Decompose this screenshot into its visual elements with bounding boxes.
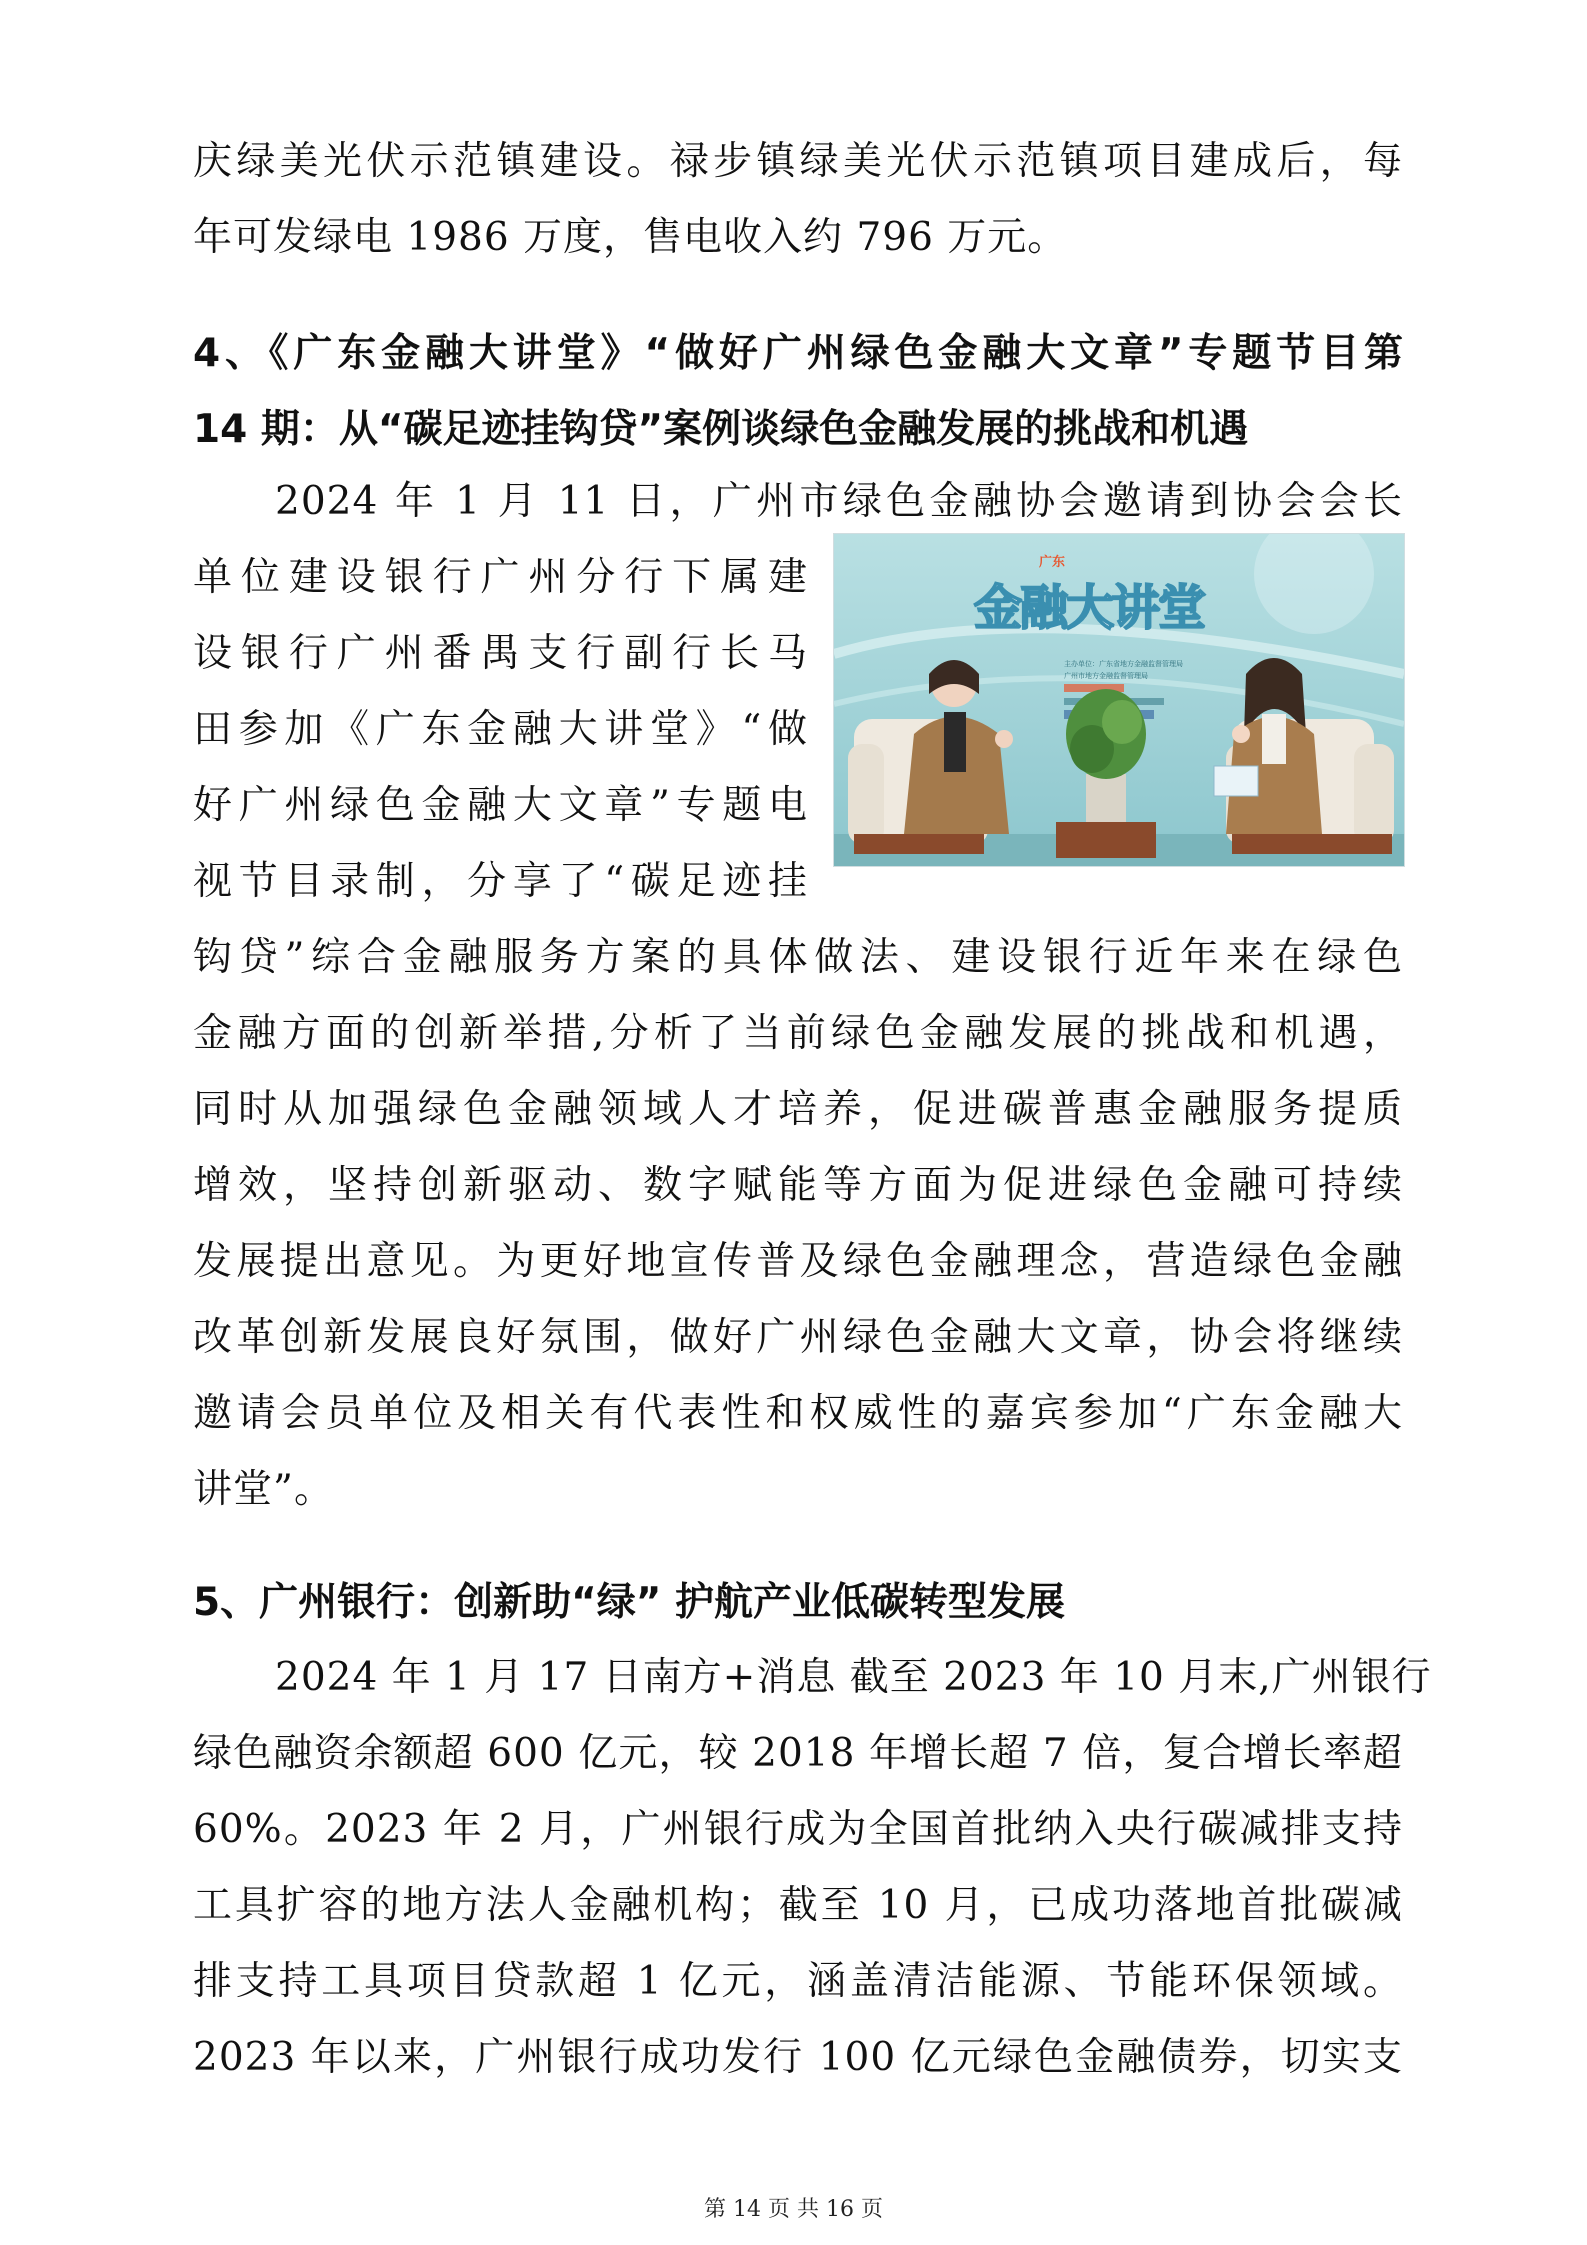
body-line: 金融方面的创新举措,分析了当前绿色金融发展的挑战和机遇， — [193, 1011, 1403, 1056]
body-line: 2024 年 1 月 11 日，广州市绿色金融协会邀请到协会会长 — [275, 479, 1403, 524]
board-line: 主办单位：广东省地方金融监督管理局 — [1064, 660, 1183, 668]
body-line: 钩贷”综合金融服务方案的具体做法、建设银行近年来在绿色 — [193, 935, 1403, 980]
body-line: 设银行广州番禺支行副行长马 — [193, 631, 808, 676]
page-footer: 第 14 页 共 16 页 — [704, 2197, 883, 2222]
board-line: 广州市地方金融监督管理局 — [1064, 672, 1148, 680]
body-line: 60%。2023 年 2 月，广州银行成为全国首批纳入央行碳减排支持 — [193, 1807, 1403, 1852]
body-line: 视节目录制，分享了“碳足迹挂 — [193, 859, 808, 904]
body-line: 增效，坚持创新驱动、数字赋能等方面为促进绿色金融可持续 — [193, 1163, 1403, 1208]
interview-photo — [833, 533, 1405, 867]
body-line: 讲堂”。 — [193, 1467, 334, 1512]
logo-main: 金融大讲堂 — [974, 580, 1205, 636]
body-line: 同时从加强绿色金融领域人才培养，促进碳普惠金融服务提质 — [193, 1087, 1403, 1132]
body-line: 2024 年 1 月 17 日南方+消息 截至 2023 年 10 月末,广州银行 — [275, 1655, 1432, 1700]
body-line: 绿色融资余额超 600 亿元，较 2018 年增长超 7 倍，复合增长率超 — [193, 1731, 1403, 1776]
section-5-heading: 5、广州银行：创新助“绿” 护航产业低碳转型发展 — [193, 1580, 1065, 1625]
body-line: 年可发绿电 1986 万度，售电收入约 796 万元。 — [193, 215, 1068, 260]
body-line: 2023 年以来，广州银行成功发行 100 亿元绿色金融债券，切实支 — [193, 2035, 1403, 2080]
logo-small: 广东 — [1039, 555, 1066, 570]
body-line: 单位建设银行广州分行下属建 — [193, 555, 808, 600]
section-4-heading-line-1: 4、《广东金融大讲堂》“做好广州绿色金融大文章”专题节目第 — [193, 331, 1403, 376]
body-line: 好广州绿色金融大文章”专题电 — [193, 783, 808, 828]
body-line: 工具扩容的地方法人金融机构；截至 10 月，已成功落地首批碳减 — [193, 1883, 1403, 1928]
body-line: 发展提出意见。为更好地宣传普及绿色金融理念，营造绿色金融 — [193, 1239, 1403, 1284]
body-line: 改革创新发展良好氛围，做好广州绿色金融大文章，协会将继续 — [193, 1315, 1403, 1360]
body-line: 田参加《广东金融大讲堂》“做 — [193, 707, 808, 752]
body-line: 邀请会员单位及相关有代表性和权威性的嘉宾参加“广东金融大 — [193, 1391, 1403, 1436]
body-line: 排支持工具项目贷款超 1 亿元，涵盖清洁能源、节能环保领域。 — [193, 1959, 1403, 2004]
section-4-heading-line-2: 14 期：从“碳足迹挂钩贷”案例谈绿色金融发展的挑战和机遇 — [193, 407, 1249, 452]
body-line: 庆绿美光伏示范镇建设。禄步镇绿美光伏示范镇项目建成后，每 — [193, 139, 1403, 184]
